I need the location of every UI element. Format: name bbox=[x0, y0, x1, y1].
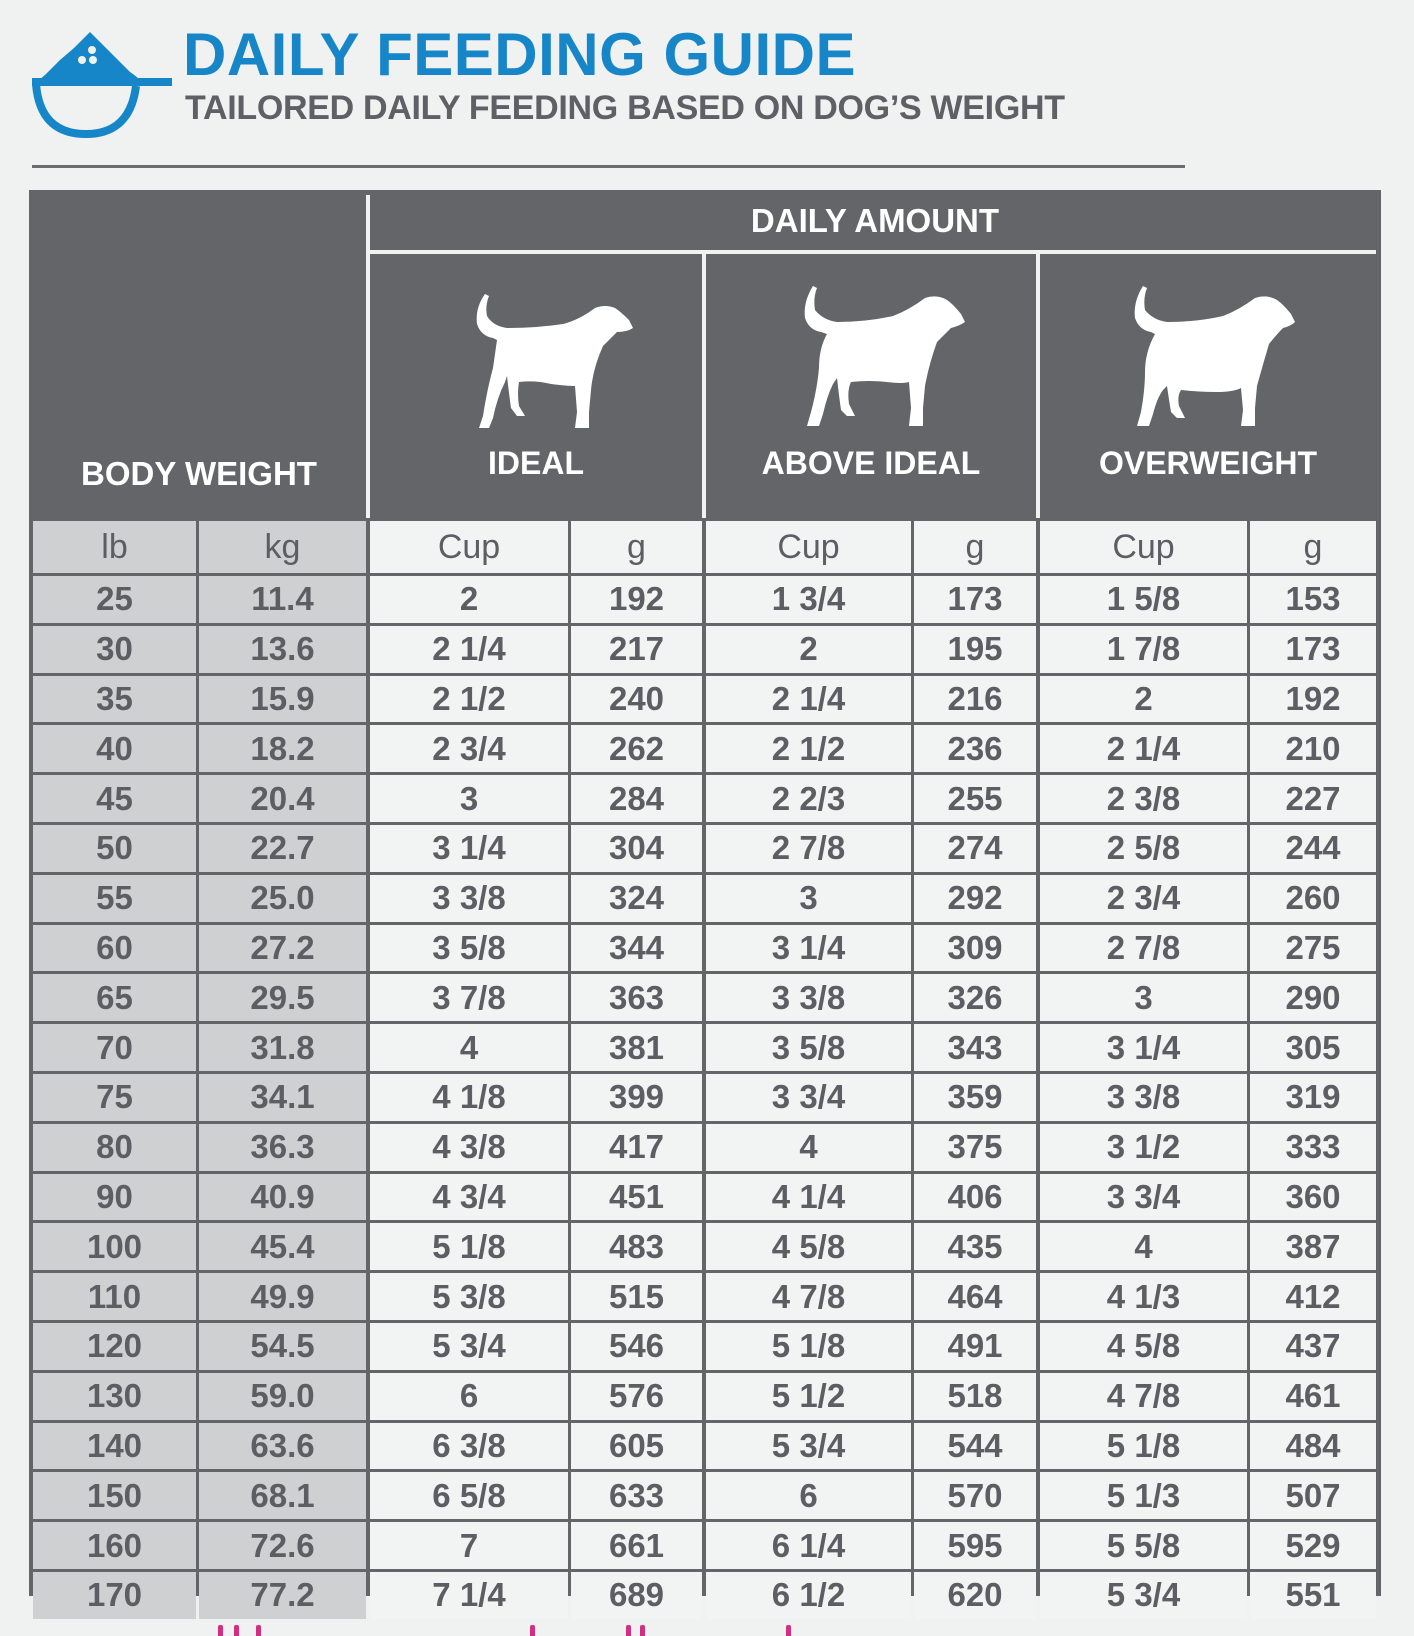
table-row bbox=[29, 1469, 1381, 1519]
cell-ideal-cup: 3 1/4 bbox=[370, 825, 568, 872]
cell-above-ideal-cup: 4 1/4 bbox=[706, 1174, 911, 1221]
cell-ideal-g: 284 bbox=[571, 775, 702, 822]
dog-above-ideal-icon bbox=[797, 286, 967, 434]
cell-lb: 45 bbox=[33, 775, 196, 822]
cell-above-ideal-g: 195 bbox=[914, 626, 1036, 673]
table-row bbox=[29, 872, 1381, 922]
cell-above-ideal-cup: 2 1/4 bbox=[706, 676, 911, 723]
cell-kg: 18.2 bbox=[199, 725, 366, 772]
cell-overweight-cup: 3 1/2 bbox=[1040, 1124, 1247, 1171]
cell-above-ideal-cup: 4 7/8 bbox=[706, 1273, 911, 1320]
table-row bbox=[29, 1270, 1381, 1320]
cell-above-ideal-cup: 5 1/2 bbox=[706, 1373, 911, 1420]
cell-overweight-cup: 2 7/8 bbox=[1040, 925, 1247, 972]
cell-kg: 63.6 bbox=[199, 1423, 366, 1470]
cell-ideal-cup: 2 1/4 bbox=[370, 626, 568, 673]
cell-lb: 70 bbox=[33, 1024, 196, 1071]
cell-ideal-g: 546 bbox=[571, 1323, 702, 1370]
cell-overweight-g: 153 bbox=[1250, 576, 1376, 623]
cell-overweight-g: 551 bbox=[1250, 1572, 1376, 1619]
daily-amount-header: DAILY AMOUNT bbox=[750, 202, 1000, 239]
table-row bbox=[29, 772, 1381, 822]
cell-above-ideal-cup: 4 5/8 bbox=[706, 1223, 911, 1270]
cell-kg: 34.1 bbox=[199, 1074, 366, 1121]
cell-overweight-cup: 3 1/4 bbox=[1040, 1024, 1247, 1071]
table-row bbox=[29, 922, 1381, 972]
cell-above-ideal-g: 491 bbox=[914, 1323, 1036, 1370]
cell-ideal-g: 217 bbox=[571, 626, 702, 673]
cell-above-ideal-cup: 1 3/4 bbox=[706, 576, 911, 623]
cell-above-ideal-cup: 5 3/4 bbox=[706, 1423, 911, 1470]
cell-ideal-cup: 2 3/4 bbox=[370, 725, 568, 772]
cell-above-ideal-cup: 3 bbox=[706, 875, 911, 922]
cell-lb: 150 bbox=[33, 1472, 196, 1519]
footer-truncated-text bbox=[626, 1625, 631, 1636]
cell-overweight-cup: 1 5/8 bbox=[1040, 576, 1247, 623]
table-row bbox=[29, 722, 1381, 772]
cell-overweight-cup: 4 1/3 bbox=[1040, 1273, 1247, 1320]
cell-kg: 72.6 bbox=[199, 1522, 366, 1569]
column-header-overweight-g: g bbox=[1250, 521, 1376, 573]
page-title: DAILY FEEDING GUIDE bbox=[183, 21, 856, 88]
page-subtitle: TAILORED DAILY FEEDING BASED ON DOG’S WEIGHT bbox=[185, 89, 1065, 127]
cell-overweight-g: 260 bbox=[1250, 875, 1376, 922]
table-row bbox=[29, 1021, 1381, 1071]
cell-kg: 11.4 bbox=[199, 576, 366, 623]
cell-ideal-cup: 3 5/8 bbox=[370, 925, 568, 972]
cell-overweight-g: 192 bbox=[1250, 676, 1376, 723]
cell-kg: 27.2 bbox=[199, 925, 366, 972]
cell-above-ideal-g: 544 bbox=[914, 1423, 1036, 1470]
cell-ideal-g: 576 bbox=[571, 1373, 702, 1420]
cell-lb: 110 bbox=[33, 1273, 196, 1320]
cell-kg: 31.8 bbox=[199, 1024, 366, 1071]
footer-truncated-text bbox=[218, 1625, 223, 1636]
cell-above-ideal-g: 292 bbox=[914, 875, 1036, 922]
cell-overweight-cup: 2 3/4 bbox=[1040, 875, 1247, 922]
cell-overweight-g: 484 bbox=[1250, 1423, 1376, 1470]
category-above-ideal-label: ABOVE IDEAL bbox=[761, 445, 981, 481]
cell-ideal-cup: 5 1/8 bbox=[370, 1223, 568, 1270]
cell-overweight-g: 437 bbox=[1250, 1323, 1376, 1370]
header-divider-horizontal bbox=[370, 250, 1376, 254]
cell-ideal-g: 192 bbox=[571, 576, 702, 623]
cell-overweight-g: 210 bbox=[1250, 725, 1376, 772]
cell-above-ideal-cup: 4 bbox=[706, 1124, 911, 1171]
cell-lb: 100 bbox=[33, 1223, 196, 1270]
cell-ideal-g: 262 bbox=[571, 725, 702, 772]
cell-lb: 80 bbox=[33, 1124, 196, 1171]
table-row bbox=[29, 1171, 1381, 1221]
cell-overweight-g: 412 bbox=[1250, 1273, 1376, 1320]
footer-truncated-text bbox=[234, 1625, 239, 1636]
cell-ideal-cup: 5 3/8 bbox=[370, 1273, 568, 1320]
table-row bbox=[29, 822, 1381, 872]
cell-above-ideal-g: 173 bbox=[914, 576, 1036, 623]
table-row bbox=[29, 1220, 1381, 1270]
cell-ideal-g: 344 bbox=[571, 925, 702, 972]
cell-above-ideal-cup: 2 7/8 bbox=[706, 825, 911, 872]
cell-ideal-cup: 7 1/4 bbox=[370, 1572, 568, 1619]
cell-ideal-g: 515 bbox=[571, 1273, 702, 1320]
cell-ideal-cup: 4 1/8 bbox=[370, 1074, 568, 1121]
cell-ideal-cup: 7 bbox=[370, 1522, 568, 1569]
cell-ideal-g: 451 bbox=[571, 1174, 702, 1221]
table-row bbox=[29, 1121, 1381, 1171]
cell-kg: 77.2 bbox=[199, 1572, 366, 1619]
cell-lb: 30 bbox=[33, 626, 196, 673]
cell-overweight-g: 319 bbox=[1250, 1074, 1376, 1121]
dog-ideal-icon bbox=[467, 294, 637, 434]
cell-lb: 25 bbox=[33, 576, 196, 623]
cell-overweight-g: 305 bbox=[1250, 1024, 1376, 1071]
cell-above-ideal-cup: 3 1/4 bbox=[706, 925, 911, 972]
table-row bbox=[29, 1370, 1381, 1420]
cell-ideal-cup: 6 5/8 bbox=[370, 1472, 568, 1519]
cell-ideal-cup: 2 1/2 bbox=[370, 676, 568, 723]
cell-above-ideal-cup: 2 bbox=[706, 626, 911, 673]
table-subheader-row bbox=[29, 518, 1381, 573]
cell-overweight-cup: 2 5/8 bbox=[1040, 825, 1247, 872]
table-row bbox=[29, 1519, 1381, 1569]
food-scoop-icon bbox=[30, 28, 172, 138]
cell-above-ideal-g: 359 bbox=[914, 1074, 1036, 1121]
cell-kg: 15.9 bbox=[199, 676, 366, 723]
cell-ideal-cup: 3 bbox=[370, 775, 568, 822]
cell-overweight-g: 461 bbox=[1250, 1373, 1376, 1420]
cell-ideal-g: 399 bbox=[571, 1074, 702, 1121]
cell-ideal-g: 483 bbox=[571, 1223, 702, 1270]
cell-kg: 40.9 bbox=[199, 1174, 366, 1221]
cell-overweight-cup: 2 3/8 bbox=[1040, 775, 1247, 822]
cell-lb: 75 bbox=[33, 1074, 196, 1121]
cell-overweight-g: 244 bbox=[1250, 825, 1376, 872]
cell-overweight-g: 227 bbox=[1250, 775, 1376, 822]
table-row bbox=[29, 573, 1381, 623]
cell-kg: 68.1 bbox=[199, 1472, 366, 1519]
dog-overweight-icon bbox=[1127, 286, 1297, 434]
cell-lb: 90 bbox=[33, 1174, 196, 1221]
cell-kg: 13.6 bbox=[199, 626, 366, 673]
cell-above-ideal-g: 216 bbox=[914, 676, 1036, 723]
cell-ideal-cup: 5 3/4 bbox=[370, 1323, 568, 1370]
cell-ideal-g: 661 bbox=[571, 1522, 702, 1569]
footer-truncated-text bbox=[530, 1625, 535, 1636]
cell-overweight-cup: 5 1/3 bbox=[1040, 1472, 1247, 1519]
cell-kg: 54.5 bbox=[199, 1323, 366, 1370]
cell-lb: 65 bbox=[33, 974, 196, 1021]
cell-lb: 170 bbox=[33, 1572, 196, 1619]
cell-above-ideal-g: 464 bbox=[914, 1273, 1036, 1320]
cell-overweight-g: 387 bbox=[1250, 1223, 1376, 1270]
cell-overweight-cup: 4 5/8 bbox=[1040, 1323, 1247, 1370]
table-row bbox=[29, 1320, 1381, 1370]
cell-lb: 130 bbox=[33, 1373, 196, 1420]
cell-above-ideal-cup: 3 3/8 bbox=[706, 974, 911, 1021]
column-header-ideal-cup: Cup bbox=[370, 521, 568, 573]
cell-ideal-g: 417 bbox=[571, 1124, 702, 1171]
cell-above-ideal-g: 570 bbox=[914, 1472, 1036, 1519]
cell-lb: 140 bbox=[33, 1423, 196, 1470]
cell-overweight-cup: 2 1/4 bbox=[1040, 725, 1247, 772]
category-ideal-label: IDEAL bbox=[488, 445, 584, 481]
column-header-above-ideal-g: g bbox=[914, 521, 1036, 573]
category-overweight-label: OVERWEIGHT bbox=[1098, 445, 1318, 481]
cell-overweight-g: 173 bbox=[1250, 626, 1376, 673]
cell-above-ideal-g: 236 bbox=[914, 725, 1036, 772]
cell-above-ideal-cup: 2 2/3 bbox=[706, 775, 911, 822]
cell-overweight-g: 275 bbox=[1250, 925, 1376, 972]
cell-overweight-cup: 3 3/4 bbox=[1040, 1174, 1247, 1221]
column-header-above-ideal-cup: Cup bbox=[706, 521, 911, 573]
cell-overweight-g: 507 bbox=[1250, 1472, 1376, 1519]
column-header-lb: lb bbox=[33, 521, 196, 573]
cell-above-ideal-g: 375 bbox=[914, 1124, 1036, 1171]
cell-ideal-cup: 4 bbox=[370, 1024, 568, 1071]
table-row bbox=[29, 1420, 1381, 1470]
cell-above-ideal-g: 255 bbox=[914, 775, 1036, 822]
table-row bbox=[29, 1071, 1381, 1121]
cell-lb: 160 bbox=[33, 1522, 196, 1569]
cell-above-ideal-g: 595 bbox=[914, 1522, 1036, 1569]
cell-kg: 20.4 bbox=[199, 775, 366, 822]
cell-above-ideal-cup: 5 1/8 bbox=[706, 1323, 911, 1370]
cell-ideal-cup: 4 3/8 bbox=[370, 1124, 568, 1171]
cell-overweight-g: 529 bbox=[1250, 1522, 1376, 1569]
column-header-kg: kg bbox=[199, 521, 366, 573]
cell-ideal-g: 381 bbox=[571, 1024, 702, 1071]
table-row bbox=[29, 673, 1381, 723]
cell-ideal-cup: 2 bbox=[370, 576, 568, 623]
cell-lb: 35 bbox=[33, 676, 196, 723]
cell-overweight-g: 333 bbox=[1250, 1124, 1376, 1171]
footer-truncated-text bbox=[786, 1625, 791, 1636]
cell-overweight-cup: 3 bbox=[1040, 974, 1247, 1021]
table-row bbox=[29, 971, 1381, 1021]
cell-lb: 55 bbox=[33, 875, 196, 922]
cell-above-ideal-cup: 3 3/4 bbox=[706, 1074, 911, 1121]
cell-ideal-cup: 6 3/8 bbox=[370, 1423, 568, 1470]
cell-kg: 25.0 bbox=[199, 875, 366, 922]
cell-above-ideal-g: 435 bbox=[914, 1223, 1036, 1270]
cell-above-ideal-g: 406 bbox=[914, 1174, 1036, 1221]
cell-kg: 29.5 bbox=[199, 974, 366, 1021]
cell-above-ideal-cup: 6 bbox=[706, 1472, 911, 1519]
cell-overweight-cup: 5 5/8 bbox=[1040, 1522, 1247, 1569]
cell-lb: 120 bbox=[33, 1323, 196, 1370]
cell-ideal-g: 304 bbox=[571, 825, 702, 872]
cell-ideal-g: 605 bbox=[571, 1423, 702, 1470]
cell-ideal-g: 363 bbox=[571, 974, 702, 1021]
cell-kg: 22.7 bbox=[199, 825, 366, 872]
header-divider bbox=[32, 165, 1185, 168]
cell-ideal-cup: 6 bbox=[370, 1373, 568, 1420]
table-row bbox=[29, 623, 1381, 673]
cell-above-ideal-cup: 6 1/2 bbox=[706, 1572, 911, 1619]
cell-above-ideal-g: 309 bbox=[914, 925, 1036, 972]
cell-lb: 50 bbox=[33, 825, 196, 872]
table-row bbox=[29, 1569, 1381, 1619]
cell-overweight-cup: 3 3/8 bbox=[1040, 1074, 1247, 1121]
cell-above-ideal-g: 518 bbox=[914, 1373, 1036, 1420]
cell-overweight-cup: 5 1/8 bbox=[1040, 1423, 1247, 1470]
cell-kg: 59.0 bbox=[199, 1373, 366, 1420]
cell-overweight-g: 360 bbox=[1250, 1174, 1376, 1221]
cell-lb: 60 bbox=[33, 925, 196, 972]
cell-ideal-cup: 4 3/4 bbox=[370, 1174, 568, 1221]
cell-lb: 40 bbox=[33, 725, 196, 772]
cell-above-ideal-cup: 6 1/4 bbox=[706, 1522, 911, 1569]
footer-truncated-text bbox=[640, 1625, 645, 1636]
footer-truncated-text bbox=[256, 1625, 261, 1636]
cell-kg: 45.4 bbox=[199, 1223, 366, 1270]
cell-above-ideal-g: 274 bbox=[914, 825, 1036, 872]
cell-ideal-g: 633 bbox=[571, 1472, 702, 1519]
cell-overweight-cup: 4 bbox=[1040, 1223, 1247, 1270]
cell-overweight-cup: 2 bbox=[1040, 676, 1247, 723]
cell-above-ideal-g: 326 bbox=[914, 974, 1036, 1021]
cell-overweight-cup: 1 7/8 bbox=[1040, 626, 1247, 673]
cell-above-ideal-cup: 2 1/2 bbox=[706, 725, 911, 772]
cell-above-ideal-g: 343 bbox=[914, 1024, 1036, 1071]
body-weight-header: BODY WEIGHT bbox=[81, 455, 317, 492]
cell-above-ideal-cup: 3 5/8 bbox=[706, 1024, 911, 1071]
cell-overweight-cup: 4 7/8 bbox=[1040, 1373, 1247, 1420]
cell-kg: 49.9 bbox=[199, 1273, 366, 1320]
cell-ideal-g: 689 bbox=[571, 1572, 702, 1619]
column-header-ideal-g: g bbox=[571, 521, 702, 573]
cell-ideal-g: 240 bbox=[571, 676, 702, 723]
cell-ideal-g: 324 bbox=[571, 875, 702, 922]
cell-overweight-g: 290 bbox=[1250, 974, 1376, 1021]
cell-kg: 36.3 bbox=[199, 1124, 366, 1171]
cell-ideal-cup: 3 7/8 bbox=[370, 974, 568, 1021]
cell-above-ideal-g: 620 bbox=[914, 1572, 1036, 1619]
cell-ideal-cup: 3 3/8 bbox=[370, 875, 568, 922]
column-header-overweight-cup: Cup bbox=[1040, 521, 1247, 573]
feeding-table bbox=[29, 190, 1381, 1614]
cell-overweight-cup: 5 3/4 bbox=[1040, 1572, 1247, 1619]
